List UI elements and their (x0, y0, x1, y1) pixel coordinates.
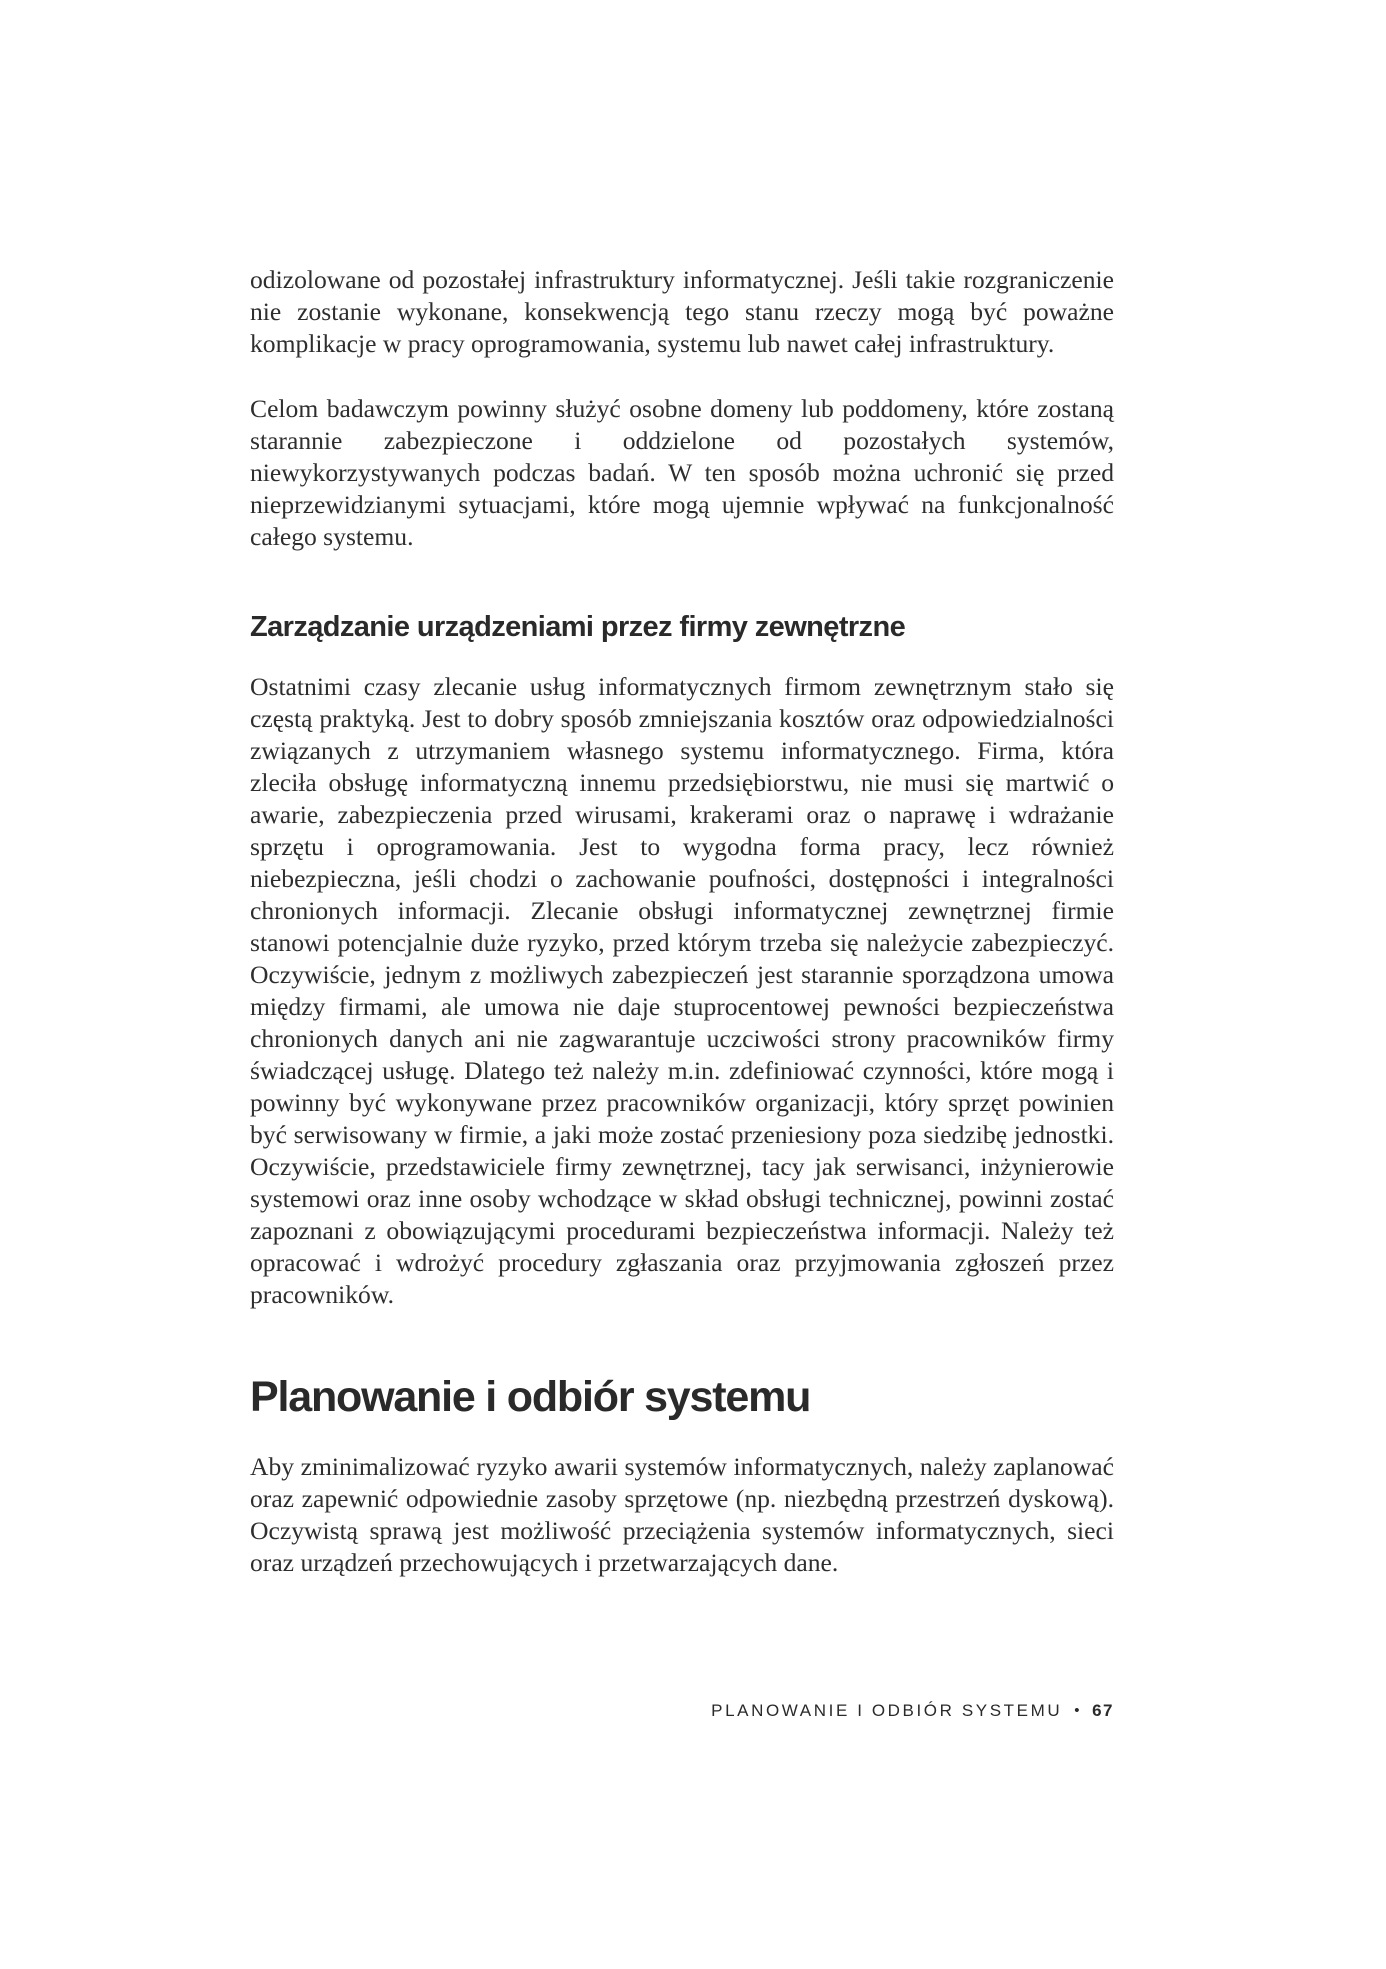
section-heading: Planowanie i odbiór systemu (250, 1373, 811, 1421)
running-title: PLANOWANIE I ODBIÓR SYSTEMU (711, 1701, 1063, 1720)
page-body (250, 264, 1114, 1579)
subsection-heading: Zarządzanie urządzeniami przez firmy zewnętrzne (250, 611, 906, 643)
paragraph-outsourcing: Ostatnimi czasy zlecanie usług informatycznych firmom zewnętrznym stało się częstą praktyką. Jest to dobry sposób zmniejszania kosztów oraz odpowiedzialności związanych z utrzymaniem własnego systemu informatycznego. Firma, która zleciła obsługę informatyczną innemu przedsiębiorstwu, nie musi się martwić o awarie, zabezpieczenia przed wirusami, krakerami oraz o naprawę i wdrażanie sprzętu i oprogramowania. Jest to wygodna forma pracy, lecz również niebezpieczna, jeśli chodzi o zachowanie poufności, dostępności i integralności chronionych informacji. Zlecanie obsługi informatycznej zewnętrznej firmie stanowi potencjalnie duże ryzyko, przed którym trzeba się należycie zabezpieczyć. Oczywiście, jednym z możliwych zabezpieczeń jest starannie sporządzona umowa między firmami, ale umowa nie daje stuprocentowej pewności bezpieczeństwa chronionych danych ani nie zagwarantuje uczciwości strony pracowników firmy świadczącej usługę. Dlatego też należy m.in. zdefiniować czynności, które mogą i powinny być wykonywane przez pracowników organizacji, który sprzęt powinien być serwisowany w firmie, a jaki może zostać przeniesiony poza siedzibę jednostki. Oczywiście, przedstawiciele firmy zewnętrznej, tacy jak serwisanci, inżynierowie systemowi oraz inne osoby wchodzące w skład obsługi technicznej, powinni zostać zapoznani z obowiązującymi procedurami bezpieczeństwa informacji. Należy też opracować i wdrożyć procedury zgłaszania oraz przyjmowania zgłoszeń przez pracowników. (250, 672, 1114, 1309)
page-footer (711, 1700, 1114, 1723)
paragraph-research-domains: Celom badawczym powinny służyć osobne domeny lub poddomeny, które zostaną starannie zabezpieczone i oddzielone od pozostałych systemów, niewykorzystywanych podczas badań. W ten sposób można uchronić się przed nieprzewidzianymi sytuacjami, które mogą ujemnie wpływać na funkcjonalność całego systemu. (250, 394, 1114, 551)
page-number: 67 (1092, 1701, 1114, 1720)
paragraph-isolation: odizolowane od pozostałej infrastruktury informatycznej. Jeśli takie rozgraniczenie nie zostanie wykonane, konsekwencją tego stanu rzeczy mogą być poważne komplikacje w pracy oprogramowania, systemu lub nawet całej infrastruktury. (250, 265, 1114, 358)
paragraph-capacity-planning: Aby zminimalizować ryzyko awarii systemów informatycznych, należy zaplanować oraz zapewnić odpowiednie zasoby sprzętowe (np. niezbędną przestrzeń dyskową). Oczywistą sprawą jest możliwość przeciążenia systemów informatycznych, sieci oraz urządzeń przechowujących i przetwarzających dane. (250, 1452, 1114, 1577)
footer-bullet: • (1074, 1702, 1083, 1719)
